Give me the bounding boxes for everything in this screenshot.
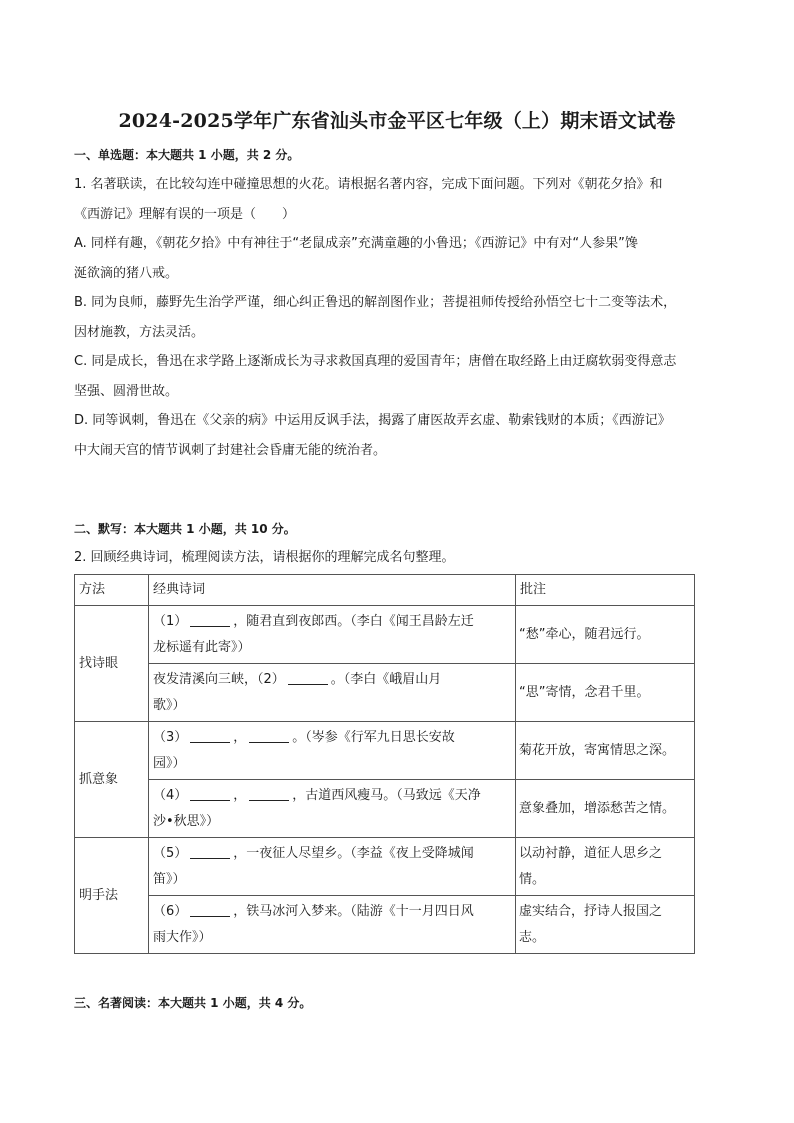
header-method: 方法 [75,575,149,606]
q1-stem-line-1: 1. 名著联读，在比较勾连中碰撞思想的火花。请根据名著内容，完成下面问题。下列对《朝花夕拾》和 [74,177,663,192]
q1-option-b-line-1: B. 同为良师，藤野先生治学严谨，细心纠正鲁迅的解剖图作业；菩提祖师传授给孙悟空七十二变等法术， [74,295,677,310]
poem-cell: （6） ，铁马冰河入梦来。（陆游《十一月四日风 雨大作》） [149,896,516,954]
q1-option-c-line-1: C. 同是成长，鲁迅在求学路上逐渐成长为寻求救国真理的爱国青年；唐僧在取经路上由迂腐软弱变得意志 [74,354,677,369]
method-cell: 明手法 [75,838,149,954]
section-3-heading: 三、名著阅读：本大题共 1 小题，共 4 分。 [74,996,312,1010]
answer-blank[interactable] [190,728,230,743]
table-row [75,722,695,780]
method-cell: 抓意象 [75,722,149,838]
answer-blank[interactable] [190,844,230,859]
table-row [75,838,695,896]
note-cell: “愁”牵心，随君远行。 [516,606,695,664]
header-poem: 经典诗词 [149,575,516,606]
answer-blank[interactable] [249,786,289,801]
q1-option-d-line-2: 中大闹天宫的情节讽刺了封建社会昏庸无能的统治者。 [74,442,387,458]
q1-stem-line-2: 《西游记》理解有误的一项是（ ） [74,206,296,222]
poem-cell: 夜发清溪向三峡，（2） 。（李白《峨眉山月 歌》） [149,664,516,722]
table-row [75,606,695,664]
poem-cell: （1） ，随君直到夜郎西。（李白《闻王昌龄左迁 龙标遥有此寄》） [149,606,516,664]
section-1-heading: 一、单选题：本大题共 1 小题，共 2 分。 [74,148,300,162]
poem-cell: （5） ，一夜征人尽望乡。（李益《夜上受降城闻 笛》） [149,838,516,896]
note-cell: 意象叠加，增添愁苦之情。 [516,780,695,838]
question-1 [74,170,724,465]
q1-option-a-line-2: 涎欲滴的猪八戒。 [74,265,179,281]
note-cell: 虚实结合，抒诗人报国之 志。 [516,896,695,954]
q1-option-c-line-2: 坚强、圆滑世故。 [74,383,179,399]
table-row [75,780,695,838]
exam-title: 2024-2025学年广东省汕头市金平区七年级（上）期末语文试卷 [118,110,676,132]
answer-blank[interactable] [288,670,328,685]
poem-cell: （3） ， 。（岑参《行军九日思长安故 园》） [149,722,516,780]
table-row [75,896,695,954]
section-2-heading: 二、默写：本大题共 1 小题，共 10 分。 [74,522,296,536]
poem-cell: （4） ， ，古道西风瘦马。（马致远《天净 沙•秋思》） [149,780,516,838]
method-cell: 找诗眼 [75,606,149,722]
answer-blank[interactable] [190,612,230,627]
q1-option-b-line-2: 因材施教，方法灵活。 [74,324,205,340]
header-note: 批注 [516,575,695,606]
answer-blank[interactable] [249,728,289,743]
q1-option-d-line-1: D. 同等讽刺，鲁迅在《父亲的病》中运用反讽手法，揭露了庸医故弄玄虚、勒索钱财的本质；《西游记》 [74,413,671,428]
poem-table [74,574,695,954]
q1-option-a-line-1: A. 同样有趣，《朝花夕拾》中有神往于“老鼠成亲”充满童趣的小鲁迅；《西游记》中有对“人参果”馋 [74,236,638,251]
answer-blank[interactable] [190,902,230,917]
note-cell: 菊花开放，寄寓情思之深。 [516,722,695,780]
answer-blank[interactable] [190,786,230,801]
note-cell: 以动衬静，道征人思乡之 情。 [516,838,695,896]
table-header-row [75,575,695,606]
table-row [75,664,695,722]
note-cell: “思”寄情，念君千里。 [516,664,695,722]
q2-stem: 2. 回顾经典诗词，梳理阅读方法，请根据你的理解完成名句整理。 [74,550,455,565]
